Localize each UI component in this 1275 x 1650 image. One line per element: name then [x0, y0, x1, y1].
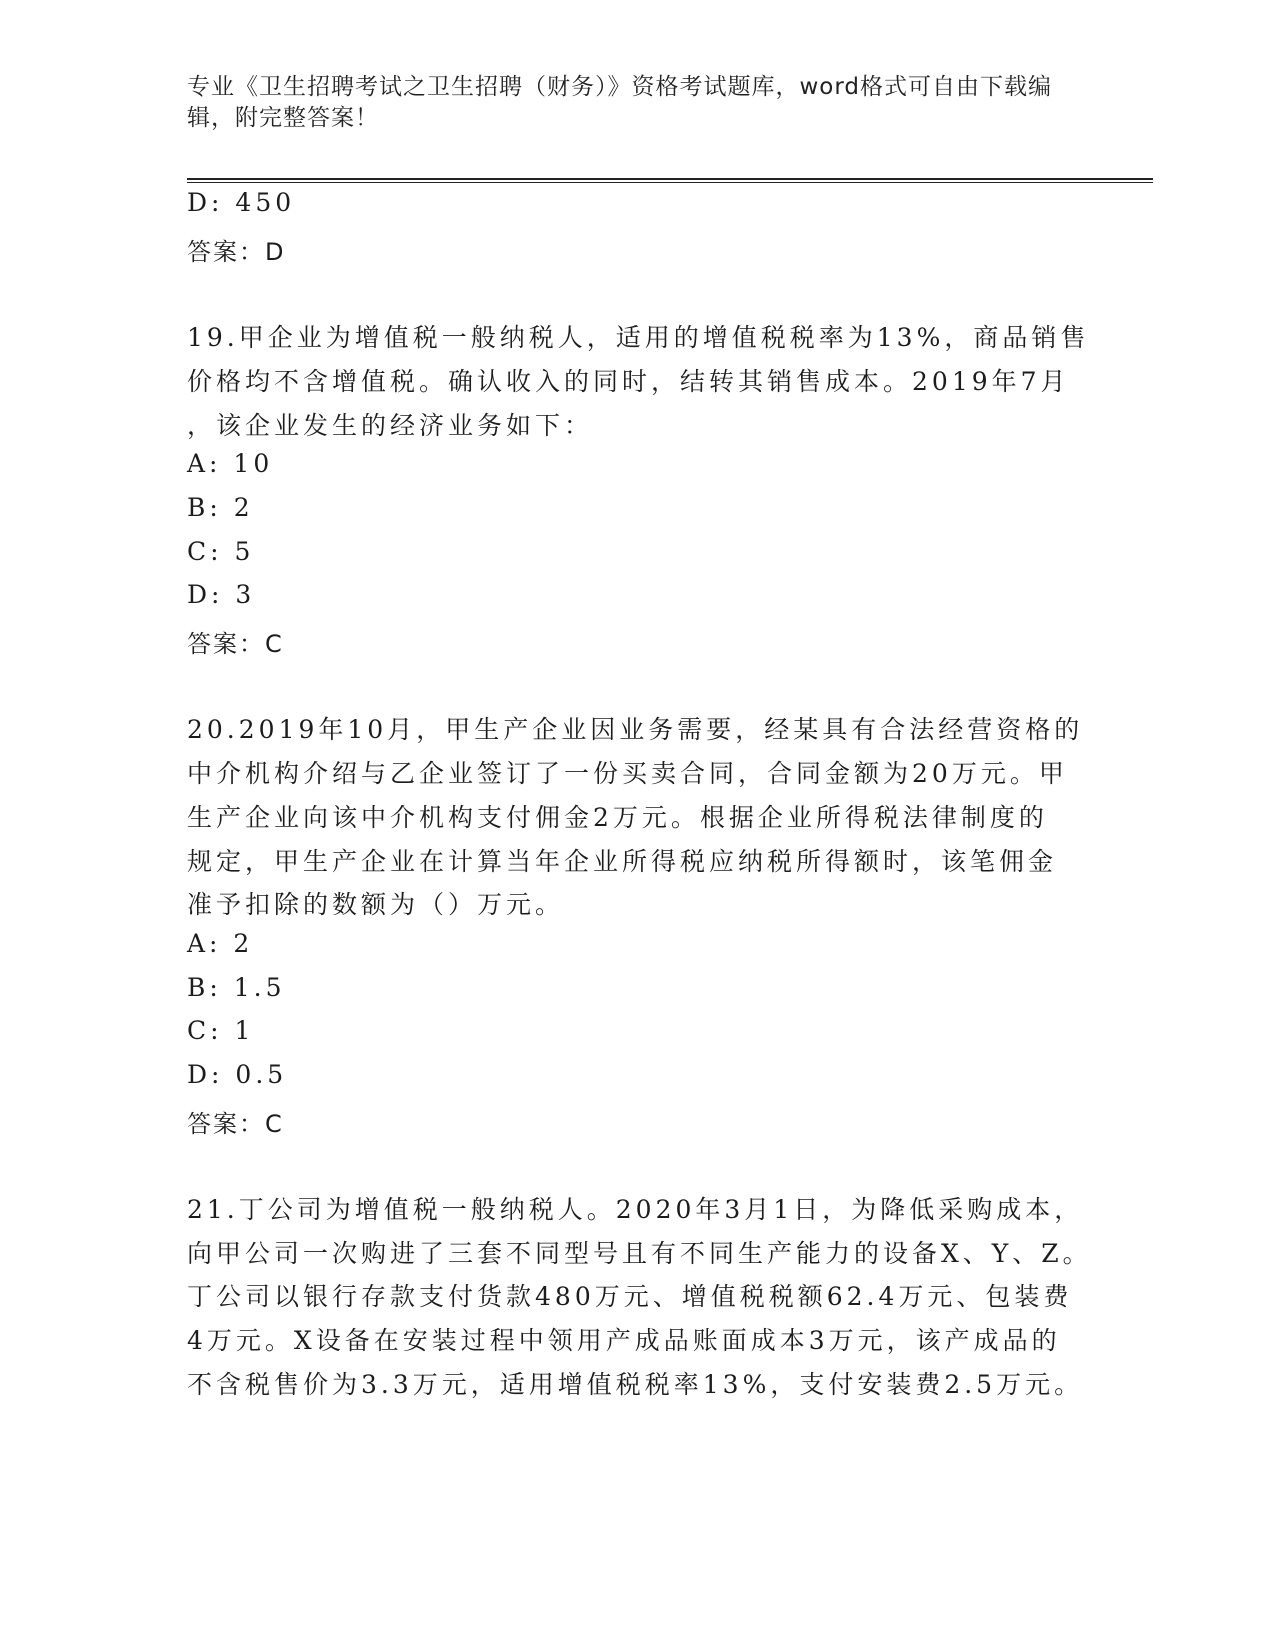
q19-option-d: D: 3: [187, 580, 256, 609]
q18-answer: 答案：D: [187, 238, 286, 266]
header-rule-thin: [187, 182, 1153, 183]
q20-option-d: D: 0.5: [187, 1060, 288, 1089]
document-header: 专业《卫生招聘考试之卫生招聘（财务）》资格考试题库，word格式可自由下载编辑，附完整答案！: [187, 74, 1053, 131]
q20-stem-line-5: 准予扣除的数额为（）万元。: [187, 890, 565, 919]
q20-stem-line-2: 中介机构介绍与乙企业签订了一份买卖合同，合同金额为20万元。甲: [187, 759, 1068, 788]
q19-option-a: A: 10: [187, 449, 274, 478]
q18-option-d: D: 450: [187, 188, 296, 217]
q20-stem-line-4: 规定，甲生产企业在计算当年企业所得税应纳税所得额时，该笔佣金: [187, 847, 1058, 876]
q20-stem-line-1: 20.2019年10月，甲生产企业因业务需要，经某具有合法经营资格的: [187, 715, 1084, 744]
q21-stem-line-2: 向甲公司一次购进了三套不同型号且有不同生产能力的设备X、Y、Z。: [187, 1239, 1092, 1268]
header-rule-thick: [187, 178, 1153, 180]
q20-option-a: A: 2: [187, 929, 254, 958]
q19-option-b: B: 2: [187, 493, 254, 522]
q21-stem-line-4: 4万元。X设备在安装过程中领用产成品账面成本3万元，该产成品的: [187, 1326, 1061, 1355]
q19-stem-line-1: 19.甲企业为增值税一般纳税人，适用的增值税税率为13%，商品销售: [187, 323, 1090, 352]
q19-option-c: C: 5: [187, 537, 255, 566]
q19-stem-line-2: 价格均不含增值税。确认收入的同时，结转其销售成本。2019年7月: [187, 367, 1070, 396]
q20-answer: 答案：C: [187, 1110, 284, 1138]
q20-stem-line-3: 生产企业向该中介机构支付佣金2万元。根据企业所得税法律制度的: [187, 803, 1048, 832]
q20-option-c: C: 1: [187, 1016, 255, 1045]
q20-option-b: B: 1.5: [187, 973, 286, 1002]
q21-stem-line-5: 不含税售价为3.3万元，适用增值税税率13%，支付安装费2.5万元。: [187, 1370, 1084, 1399]
q19-stem-line-3: ，该企业发生的经济业务如下：: [187, 411, 594, 440]
q21-stem-line-1: 21.丁公司为增值税一般纳税人。2020年3月1日，为降低采购成本，: [187, 1195, 1084, 1224]
q19-answer: 答案：C: [187, 630, 284, 658]
q21-stem-line-3: 丁公司以银行存款支付货款480万元、增值税税额62.4万元、包装费: [187, 1282, 1073, 1311]
